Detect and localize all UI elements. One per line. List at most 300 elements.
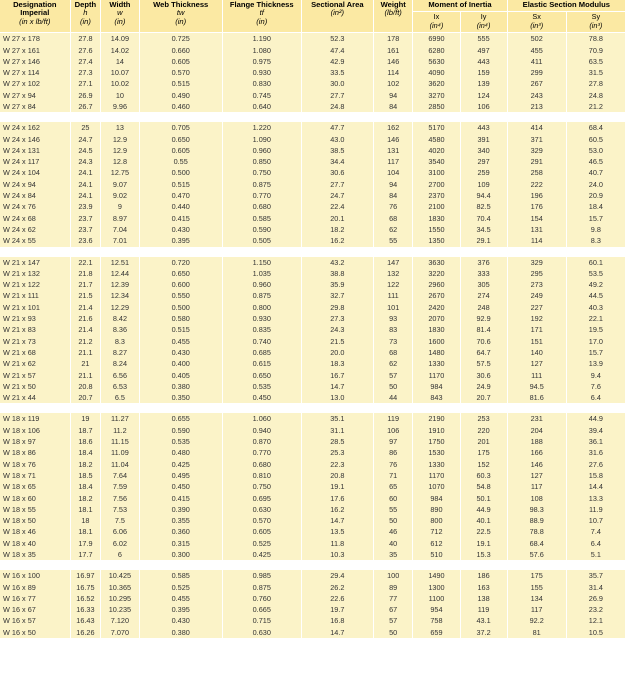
- table-row: [0, 90, 626, 101]
- weight-cell: 146: [373, 134, 412, 145]
- width-symbol: w: [117, 8, 123, 18]
- designation-cell: W 24 x 94: [0, 179, 70, 190]
- sx-cell: 329: [507, 257, 566, 268]
- flange-thickness-cell: 0.740: [222, 336, 301, 347]
- depth-cell: 17.7: [70, 549, 101, 560]
- designation-cell: W 24 x 104: [0, 167, 70, 178]
- depth-cell: 25: [70, 122, 101, 133]
- web-thickness-cell: 0.590: [139, 425, 222, 436]
- designation-cell: W 27 x 114: [0, 67, 70, 78]
- table-row: [0, 481, 626, 492]
- depth-cell: 16.75: [70, 582, 101, 593]
- sx-cell: 151: [507, 336, 566, 347]
- depth-cell: 27.4: [70, 56, 101, 67]
- width-cell: 8.3: [101, 336, 139, 347]
- ix-cell: 1170: [413, 370, 460, 381]
- designation-cell: W 27 x 178: [0, 33, 70, 45]
- web-thickness-cell: 0.300: [139, 549, 222, 560]
- designation-cell: W 21 x 101: [0, 302, 70, 313]
- flange-thickness-cell: 0.665: [222, 604, 301, 615]
- sx-cell: 140: [507, 347, 566, 358]
- sectional-area-cell: 47.7: [301, 122, 373, 133]
- width-cell: 13: [101, 122, 139, 133]
- sectional-area-cell: 35.1: [301, 413, 373, 424]
- designation-cell: W 24 x 55: [0, 235, 70, 246]
- flange-thickness-cell: 0.760: [222, 593, 301, 604]
- sx-cell: 134: [507, 593, 566, 604]
- width-cell: 10.425: [101, 570, 139, 581]
- group-separator: [0, 112, 626, 122]
- web-thickness-cell: 0.500: [139, 302, 222, 313]
- iy-cell: 124: [460, 90, 507, 101]
- sy-cell: 44.9: [566, 413, 625, 424]
- depth-cell: 21.4: [70, 324, 101, 335]
- width-cell: 9.96: [101, 101, 139, 112]
- table-row: [0, 302, 626, 313]
- flange-thickness-cell: 0.695: [222, 493, 301, 504]
- sectional-area-cell: 14.7: [301, 627, 373, 638]
- designation-cell: W 18 x 106: [0, 425, 70, 436]
- sectional-area-cell: 20.8: [301, 470, 373, 481]
- table-row: [0, 593, 626, 604]
- depth-cell: 19: [70, 413, 101, 424]
- weight-cell: 60: [373, 493, 412, 504]
- table-row: [0, 336, 626, 347]
- table-row: [0, 493, 626, 504]
- depth-cell: 18.2: [70, 459, 101, 470]
- table-row: [0, 45, 626, 56]
- table-row: [0, 167, 626, 178]
- width-cell: 10.295: [101, 593, 139, 604]
- moment-of-inertia-label: Moment of Inertia: [428, 0, 492, 9]
- depth-cell: 21.7: [70, 279, 101, 290]
- depth-cell: 24.1: [70, 190, 101, 201]
- web-thickness-label: Web Thickness: [153, 0, 209, 9]
- sx-cell: 92.2: [507, 615, 566, 626]
- sy-label: Sy: [591, 12, 601, 22]
- iy-cell: 54.8: [460, 481, 507, 492]
- designation-cell: W 16 x 57: [0, 615, 70, 626]
- iy-cell: 376: [460, 257, 507, 268]
- sx-cell: 88.9: [507, 515, 566, 526]
- sy-cell: 6.4: [566, 538, 625, 549]
- depth-cell: 21.2: [70, 336, 101, 347]
- weight-cell: 55: [373, 235, 412, 246]
- weight-cell: 104: [373, 167, 412, 178]
- weight-cell: 76: [373, 201, 412, 212]
- sectional-area-cell: 26.2: [301, 582, 373, 593]
- flange-thickness-cell: 0.960: [222, 145, 301, 156]
- weight-cell: 119: [373, 413, 412, 424]
- table-row: [0, 515, 626, 526]
- sy-cell: 60.5: [566, 134, 625, 145]
- web-thickness-cell: 0.600: [139, 279, 222, 290]
- flange-thickness-cell: 1.150: [222, 257, 301, 268]
- width-cell: 12.8: [101, 156, 139, 167]
- sx-cell: 114: [507, 235, 566, 246]
- sy-cell: 14.4: [566, 481, 625, 492]
- width-cell: 9.02: [101, 190, 139, 201]
- designation-cell: W 27 x 146: [0, 56, 70, 67]
- sx-cell: 81: [507, 627, 566, 638]
- sectional-area-cell: 16.7: [301, 370, 373, 381]
- sy-cell: 40.3: [566, 302, 625, 313]
- weight-cell: 102: [373, 78, 412, 89]
- iy-cell: 43.1: [460, 615, 507, 626]
- sx-cell: 227: [507, 302, 566, 313]
- weight-cell: 93: [373, 313, 412, 324]
- sectional-area-cell: 13.5: [301, 526, 373, 537]
- iy-cell: 163: [460, 582, 507, 593]
- weight-cell: 76: [373, 459, 412, 470]
- sy-unit: (in³): [589, 20, 603, 30]
- ix-cell: 2070: [413, 313, 460, 324]
- designation-cell: W 21 x 132: [0, 268, 70, 279]
- designation-cell: W 24 x 62: [0, 224, 70, 235]
- depth-cell: 21.6: [70, 313, 101, 324]
- web-thickness-cell: 0.550: [139, 290, 222, 301]
- designation-label: Designation: [13, 0, 57, 9]
- separator-cell: [0, 560, 626, 570]
- flange-thickness-cell: 0.680: [222, 201, 301, 212]
- sx-cell: 175: [507, 570, 566, 581]
- web-thickness-cell: 0.315: [139, 538, 222, 549]
- sx-cell: 68.4: [507, 538, 566, 549]
- web-thickness-cell: 0.470: [139, 190, 222, 201]
- depth-cell: 24.1: [70, 179, 101, 190]
- ix-cell: 3100: [413, 167, 460, 178]
- group-separator: [0, 247, 626, 257]
- table-row: [0, 538, 626, 549]
- table-row: [0, 201, 626, 212]
- ix-cell: 758: [413, 615, 460, 626]
- sy-cell: 6.4: [566, 392, 625, 403]
- iy-cell: 340: [460, 145, 507, 156]
- flange-thickness-cell: 0.570: [222, 515, 301, 526]
- designation-cell: W 24 x 117: [0, 156, 70, 167]
- width-cell: 12.75: [101, 167, 139, 178]
- width-cell: 10.02: [101, 78, 139, 89]
- depth-cell: 21.1: [70, 370, 101, 381]
- group-separator: [0, 560, 626, 570]
- iy-cell: 139: [460, 78, 507, 89]
- flange-thickness-label: Flange Thickness: [229, 0, 294, 9]
- sy-cell: 44.5: [566, 290, 625, 301]
- width-cell: 10.235: [101, 604, 139, 615]
- sy-cell: 78.8: [566, 33, 625, 45]
- ix-cell: 1750: [413, 436, 460, 447]
- width-cell: 7.01: [101, 235, 139, 246]
- web-thickness-cell: 0.380: [139, 627, 222, 638]
- width-cell: 10.365: [101, 582, 139, 593]
- iy-cell: 305: [460, 279, 507, 290]
- sy-cell: 10.7: [566, 515, 625, 526]
- depth-cell: 27.8: [70, 33, 101, 45]
- sectional-area-cell: 33.5: [301, 67, 373, 78]
- iy-cell: 259: [460, 167, 507, 178]
- table-row: [0, 370, 626, 381]
- depth-unit: (in): [79, 16, 91, 26]
- ix-cell: 2850: [413, 101, 460, 112]
- elastic-section-modulus-header: [507, 0, 625, 12]
- weight-cell: 84: [373, 101, 412, 112]
- iy-cell: 333: [460, 268, 507, 279]
- ix-cell: 6280: [413, 45, 460, 56]
- sx-cell: 57.6: [507, 549, 566, 560]
- ix-cell: 1070: [413, 481, 460, 492]
- iy-cell: 64.7: [460, 347, 507, 358]
- web-thickness-cell: 0.425: [139, 459, 222, 470]
- designation-cell: W 27 x 84: [0, 101, 70, 112]
- sx-cell: 98.3: [507, 504, 566, 515]
- iy-cell: 15.3: [460, 549, 507, 560]
- table-row: [0, 122, 626, 133]
- weight-cell: 65: [373, 481, 412, 492]
- web-thickness-cell: 0.650: [139, 268, 222, 279]
- ix-cell: 800: [413, 515, 460, 526]
- sectional-area-cell: 27.3: [301, 313, 373, 324]
- sy-cell: 31.4: [566, 582, 625, 593]
- iy-cell: 70.6: [460, 336, 507, 347]
- sectional-area-cell: 20.1: [301, 213, 373, 224]
- width-cell: 7.04: [101, 224, 139, 235]
- flange-thickness-cell: 1.220: [222, 122, 301, 133]
- sx-cell: 111: [507, 370, 566, 381]
- ix-cell: 2100: [413, 201, 460, 212]
- iy-cell: 92.9: [460, 313, 507, 324]
- depth-cell: 21.4: [70, 302, 101, 313]
- web-thickness-unit: (in): [175, 16, 187, 26]
- sx-cell: 329: [507, 145, 566, 156]
- table-row: [0, 313, 626, 324]
- separator-cell: [0, 403, 626, 413]
- sectional-area-cell: 22.6: [301, 593, 373, 604]
- web-thickness-cell: 0.455: [139, 593, 222, 604]
- sectional-area-cell: 10.3: [301, 549, 373, 560]
- iy-cell: 57.5: [460, 358, 507, 369]
- table-row: [0, 526, 626, 537]
- web-thickness-cell: 0.605: [139, 56, 222, 67]
- depth-cell: 22.1: [70, 257, 101, 268]
- depth-cell: 20.7: [70, 392, 101, 403]
- table-row: [0, 381, 626, 392]
- ix-unit: (in⁴): [429, 20, 444, 30]
- flange-thickness-cell: 0.750: [222, 481, 301, 492]
- designation-cell: W 21 x 111: [0, 290, 70, 301]
- sx-cell: 78.8: [507, 526, 566, 537]
- sx-cell: 146: [507, 459, 566, 470]
- width-cell: 12.44: [101, 268, 139, 279]
- sy-cell: 26.9: [566, 593, 625, 604]
- flange-thickness-cell: 0.975: [222, 56, 301, 67]
- sy-cell: 15.7: [566, 347, 625, 358]
- width-cell: 8.36: [101, 324, 139, 335]
- imperial-label: Imperial: [20, 8, 50, 18]
- sy-cell: 46.5: [566, 156, 625, 167]
- table-row: [0, 145, 626, 156]
- width-cell: 6: [101, 549, 139, 560]
- flange-thickness-cell: 0.870: [222, 436, 301, 447]
- sx-cell: 231: [507, 413, 566, 424]
- width-cell: 11.15: [101, 436, 139, 447]
- sx-cell: 166: [507, 447, 566, 458]
- sectional-area-cell: 34.4: [301, 156, 373, 167]
- ix-header: [413, 12, 460, 33]
- weight-cell: 147: [373, 257, 412, 268]
- web-thickness-cell: 0.570: [139, 67, 222, 78]
- sy-cell: 31.5: [566, 67, 625, 78]
- sx-cell: 249: [507, 290, 566, 301]
- width-cell: 7.120: [101, 615, 139, 626]
- iy-cell: 497: [460, 45, 507, 56]
- ix-cell: 1330: [413, 358, 460, 369]
- flange-thickness-cell: 1.035: [222, 268, 301, 279]
- sy-cell: 31.6: [566, 447, 625, 458]
- flange-thickness-cell: 0.770: [222, 447, 301, 458]
- table-row: [0, 447, 626, 458]
- ix-cell: 3270: [413, 90, 460, 101]
- sx-cell: 204: [507, 425, 566, 436]
- table-row: [0, 56, 626, 67]
- width-cell: 9: [101, 201, 139, 212]
- sy-cell: 8.3: [566, 235, 625, 246]
- sy-cell: 24.0: [566, 179, 625, 190]
- ix-cell: 3540: [413, 156, 460, 167]
- sx-cell: 371: [507, 134, 566, 145]
- web-thickness-cell: 0.400: [139, 358, 222, 369]
- iy-cell: 220: [460, 425, 507, 436]
- designation-cell: W 27 x 102: [0, 78, 70, 89]
- designation-cell: W 21 x 93: [0, 313, 70, 324]
- depth-cell: 18.1: [70, 526, 101, 537]
- sy-cell: 15.8: [566, 470, 625, 481]
- ix-cell: 4020: [413, 145, 460, 156]
- ix-cell: 2370: [413, 190, 460, 201]
- ix-cell: 1330: [413, 459, 460, 470]
- web-thickness-cell: 0.585: [139, 570, 222, 581]
- flange-thickness-cell: 0.930: [222, 313, 301, 324]
- sx-cell: 154: [507, 213, 566, 224]
- table-header: [0, 0, 626, 33]
- sy-cell: 10.5: [566, 627, 625, 638]
- flange-thickness-cell: 0.630: [222, 504, 301, 515]
- sectional-area-cell: 14.7: [301, 381, 373, 392]
- table-row: [0, 67, 626, 78]
- table-row: [0, 78, 626, 89]
- sy-cell: 24.8: [566, 90, 625, 101]
- designation-cell: W 18 x 119: [0, 413, 70, 424]
- designation-cell: W 24 x 146: [0, 134, 70, 145]
- designation-cell: W 18 x 76: [0, 459, 70, 470]
- ix-cell: 3620: [413, 78, 460, 89]
- depth-cell: 24.7: [70, 134, 101, 145]
- ix-cell: 984: [413, 493, 460, 504]
- weight-cell: 50: [373, 381, 412, 392]
- web-thickness-cell: 0.480: [139, 447, 222, 458]
- weight-cell: 122: [373, 279, 412, 290]
- web-thickness-cell: 0.525: [139, 582, 222, 593]
- depth-cell: 24.5: [70, 145, 101, 156]
- sectional-area-cell: 14.7: [301, 515, 373, 526]
- flange-thickness-cell: 0.810: [222, 470, 301, 481]
- sy-cell: 20.9: [566, 190, 625, 201]
- designation-cell: W 18 x 60: [0, 493, 70, 504]
- depth-cell: 18.5: [70, 470, 101, 481]
- designation-cell: W 18 x 55: [0, 504, 70, 515]
- weight-cell: 94: [373, 90, 412, 101]
- iy-cell: 81.4: [460, 324, 507, 335]
- iy-cell: 152: [460, 459, 507, 470]
- iy-cell: 186: [460, 570, 507, 581]
- sy-cell: 27.6: [566, 459, 625, 470]
- table-row: [0, 358, 626, 369]
- ix-cell: 1910: [413, 425, 460, 436]
- sectional-area-cell: 32.7: [301, 290, 373, 301]
- sx-cell: 299: [507, 67, 566, 78]
- designation-cell: W 16 x 89: [0, 582, 70, 593]
- weight-cell: 71: [373, 470, 412, 481]
- ix-cell: 843: [413, 392, 460, 403]
- width-cell: 7.5: [101, 515, 139, 526]
- flange-thickness-cell: 0.875: [222, 582, 301, 593]
- flange-thickness-cell: 0.680: [222, 459, 301, 470]
- designation-cell: W 24 x 162: [0, 122, 70, 133]
- web-thickness-cell: 0.350: [139, 392, 222, 403]
- table-row: [0, 347, 626, 358]
- iy-cell: 29.1: [460, 235, 507, 246]
- sectional-area-cell: 22.4: [301, 201, 373, 212]
- table-row: [0, 279, 626, 290]
- sx-cell: 196: [507, 190, 566, 201]
- sy-cell: 70.9: [566, 45, 625, 56]
- sectional-area-cell: 43.0: [301, 134, 373, 145]
- sx-cell: 192: [507, 313, 566, 324]
- ix-cell: 1170: [413, 470, 460, 481]
- sectional-area-cell: 18.2: [301, 224, 373, 235]
- ix-cell: 5630: [413, 56, 460, 67]
- weight-cell: 162: [373, 122, 412, 133]
- sx-cell: 213: [507, 101, 566, 112]
- width-cell: 8.97: [101, 213, 139, 224]
- weight-cell: 161: [373, 45, 412, 56]
- ix-cell: 1530: [413, 447, 460, 458]
- sx-cell: 171: [507, 324, 566, 335]
- flange-thickness-cell: 0.425: [222, 549, 301, 560]
- iy-cell: 30.6: [460, 370, 507, 381]
- flange-thickness-cell: 0.535: [222, 381, 301, 392]
- weight-cell: 117: [373, 156, 412, 167]
- iy-cell: 106: [460, 101, 507, 112]
- flange-thickness-cell: 0.640: [222, 101, 301, 112]
- flange-thickness-cell: 0.835: [222, 324, 301, 335]
- moment-of-inertia-header: [413, 0, 507, 12]
- weight-cell: 50: [373, 515, 412, 526]
- depth-cell: 18.1: [70, 504, 101, 515]
- depth-cell: 21.8: [70, 268, 101, 279]
- flange-thickness-cell: 0.525: [222, 538, 301, 549]
- sx-cell: 131: [507, 224, 566, 235]
- designation-cell: W 18 x 86: [0, 447, 70, 458]
- weight-cell: 106: [373, 425, 412, 436]
- flange-thickness-cell: 0.985: [222, 570, 301, 581]
- sy-cell: 39.4: [566, 425, 625, 436]
- sectional-area-cell: 16.2: [301, 235, 373, 246]
- iy-cell: 19.1: [460, 538, 507, 549]
- ix-cell: 984: [413, 381, 460, 392]
- flange-thickness-symbol: tf: [259, 8, 264, 18]
- table-row: [0, 213, 626, 224]
- width-cell: 12.29: [101, 302, 139, 313]
